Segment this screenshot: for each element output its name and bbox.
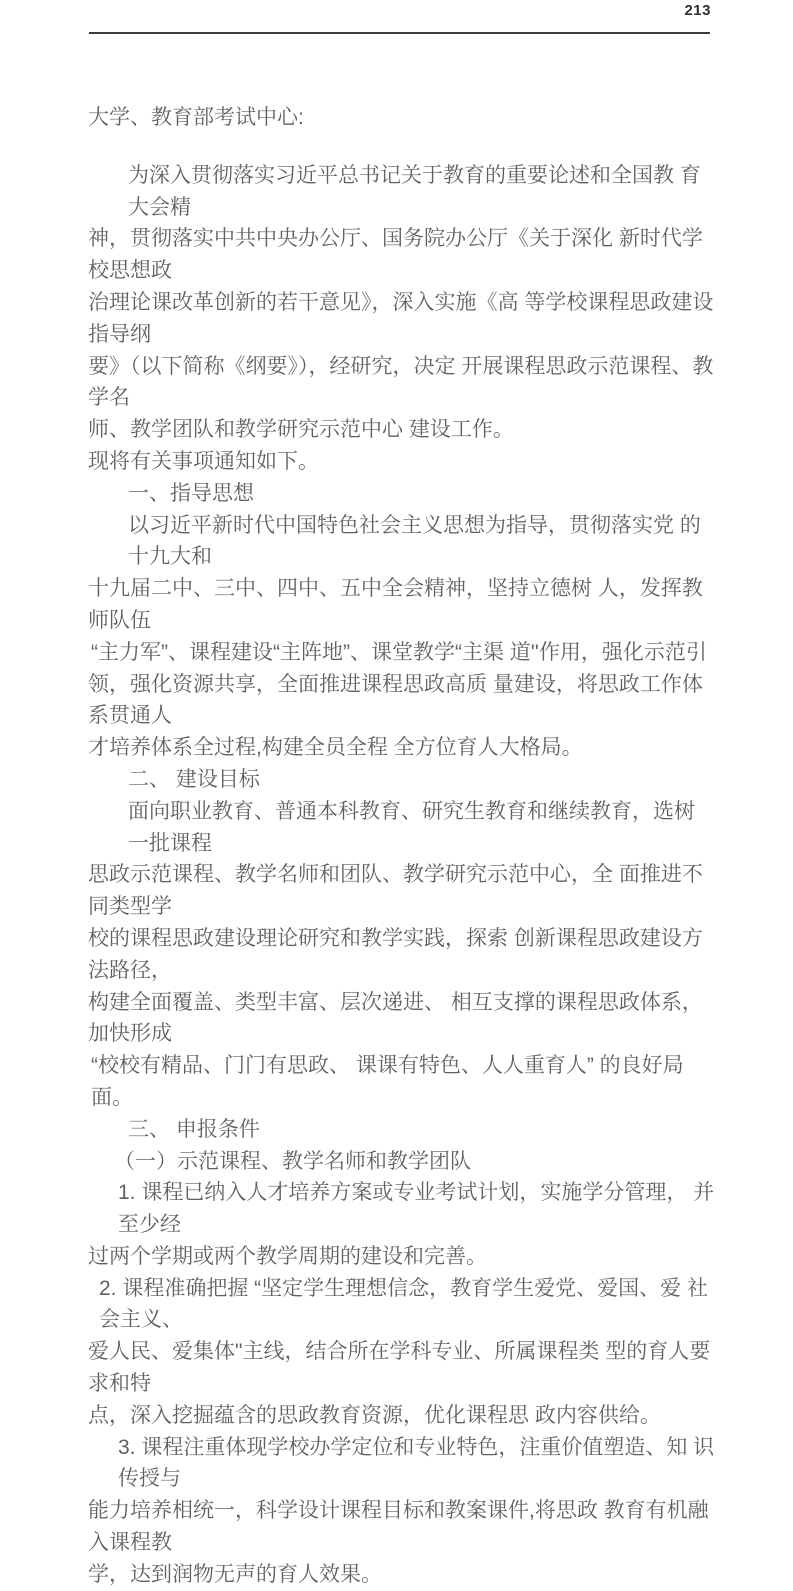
- text-line: “主力军”、课程建设“主阵地”、课堂教学“主渠 道''作用，强化示范引: [91, 640, 707, 664]
- text-line: 2. 课程准确把握 “坚定学生理想信念，教育学生爱党、爱国、爱 社会主义、: [99, 1276, 709, 1332]
- text-line: 才培养体系全过程,构建全员全程 全方位育人大格局。: [88, 736, 583, 760]
- text-line: 构建全面覆盖、类型丰富、层次递进、 相互支撑的课程思政体系，加快形成: [88, 990, 703, 1046]
- text-line: 师、教学团队和教学研究示范中心 建设工作。: [88, 418, 514, 442]
- text-line: 过两个学期或两个教学周期的建设和完善。: [88, 1244, 487, 1268]
- text-line: 学，达到润物无声的育人效果。: [88, 1562, 382, 1586]
- document-body: [88, 102, 720, 1591]
- header-rule: [89, 32, 710, 34]
- text-line: 现将有关事项通知如下。: [88, 449, 319, 473]
- text-line: 二、 建设目标: [128, 767, 260, 791]
- text-line: 为深入贯彻落实习近平总书记关于教育的重要论述和全国教 育大会精: [128, 163, 701, 219]
- text-line: 爱人民、爱集体"主线，结合所在学科专业、所属课程类 型的育人要求和特: [88, 1340, 711, 1396]
- text-line: 点，深入挖掘蕴含的思政教育资源，优化课程思 政内容供给。: [88, 1403, 661, 1427]
- page-number: 213: [684, 2, 711, 19]
- text-line: 三、 申报条件: [128, 1117, 260, 1141]
- text-line: 十九届二中、三中、四中、五中全会精神，坚持立德树 人，发挥教师队伍: [88, 577, 703, 632]
- text-line: 以习近平新时代中国特色社会主义思想为指导，贯彻落实党 的十九大和: [128, 513, 701, 569]
- text-line: 治理论课改革创新的若干意见》，深入实施《高 等学校课程思政建设指导纲: [88, 290, 714, 346]
- text-line: “校校有精品、门门有思政、 课课有特色、人人重育人” 的良好局面。: [91, 1054, 684, 1109]
- text-line: 能力培养相统一，科学设计课程目标和教案课件,将思政 教育有机融入课程教: [88, 1499, 709, 1555]
- text-line: 1. 课程已纳入人才培养方案或专业考试计划，实施学分管理， 并至少经: [118, 1181, 715, 1237]
- text-line: 面向职业教育、普通本科教育、研究生教育和继续教育，选树 一批课程: [128, 799, 701, 855]
- text-line: 思政示范课程、教学名师和团队、教学研究示范中心，全 面推进不同类型学: [88, 863, 703, 919]
- text-line: 领，强化资源共享，全面推进课程思政高质 量建设，将思政工作体系贯通人: [88, 672, 703, 728]
- text-line: 大学、教育部考试中心:: [88, 106, 304, 129]
- text-line: 校的课程思政建设理论研究和教学实践，探索 创新课程思政建设方法路径，: [88, 926, 703, 982]
- text-line: 3. 课程注重体现学校办学定位和专业特色，注重价值塑造、知 识传授与: [118, 1435, 715, 1491]
- text-line: 神，贯彻落实中共中央办公厅、国务院办公厅《关于深化 新时代学校思想政: [88, 227, 703, 283]
- text-line: 一、指导思想: [128, 481, 254, 505]
- text-line: 要》（以下简称《纲要》），经研究，决定 开展课程思政示范课程、教学名: [88, 354, 714, 410]
- text-line: （一）示范课程、教学名师和教学团队: [114, 1149, 471, 1173]
- blank-line: [88, 134, 720, 160]
